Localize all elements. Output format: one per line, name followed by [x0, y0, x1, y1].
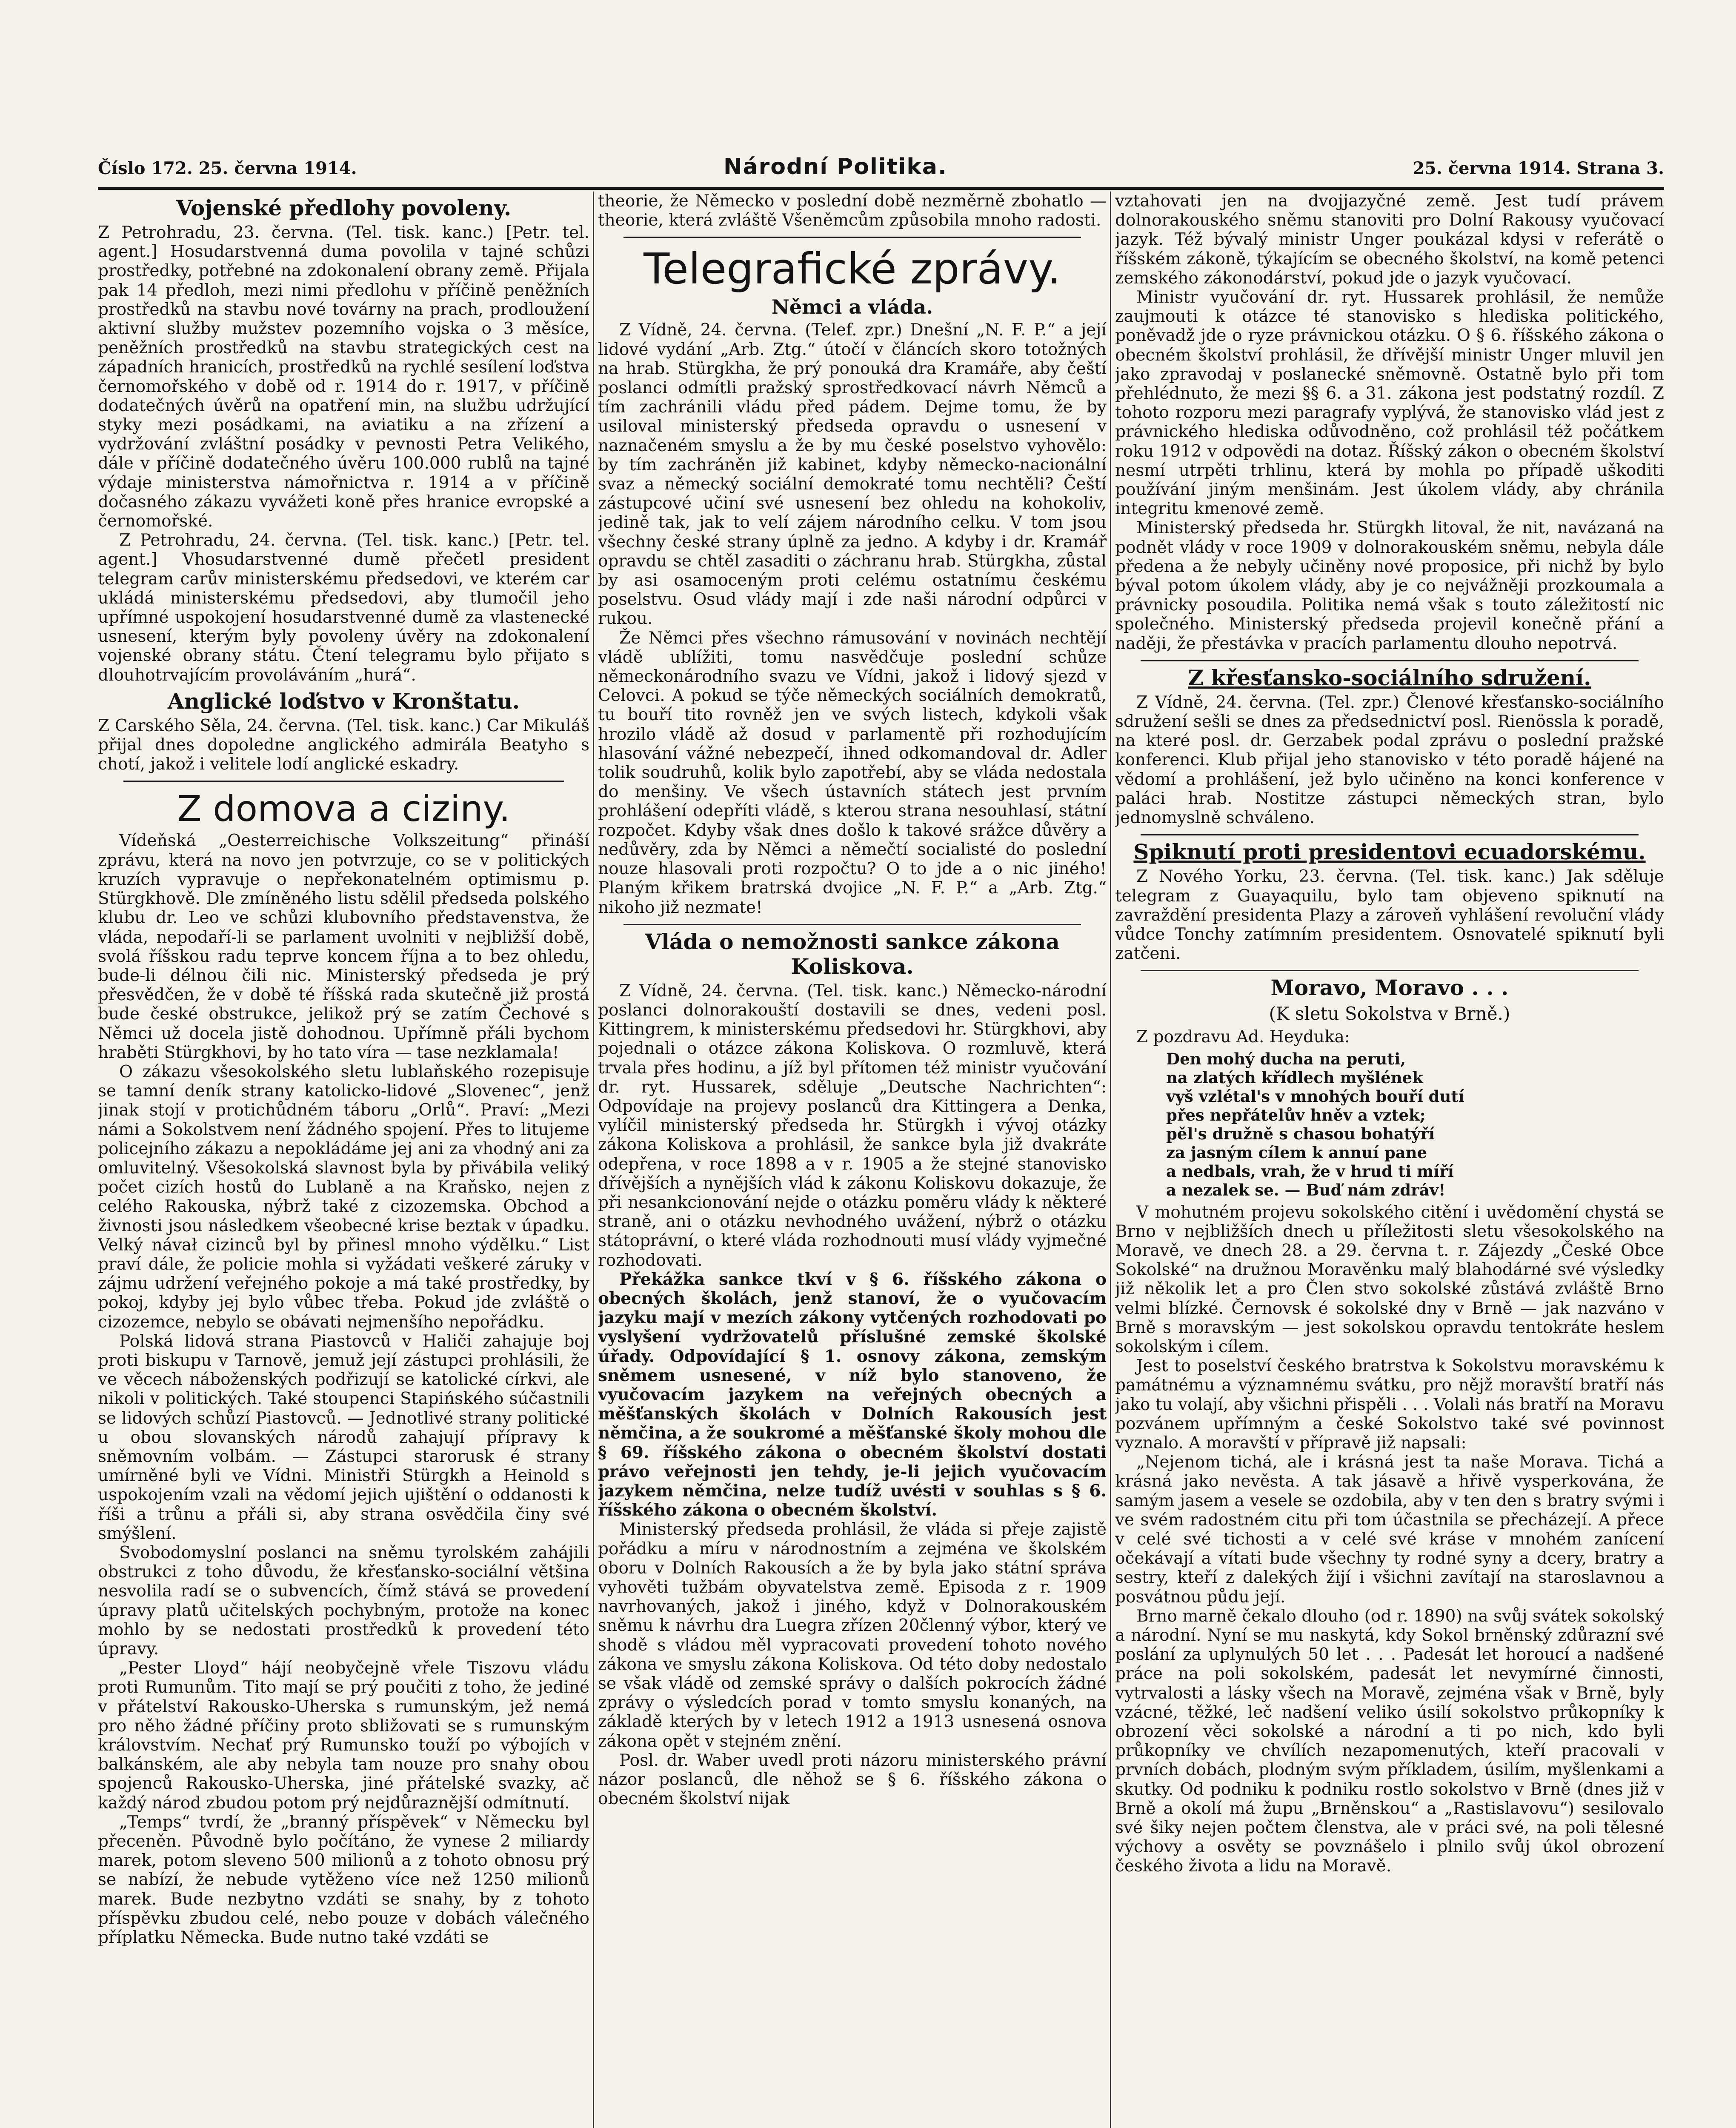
section-divider	[1141, 660, 1639, 661]
newspaper-title: Národní Politika.	[724, 154, 947, 180]
page-date: 25. června 1914. Strana 3.	[1413, 158, 1664, 178]
article-paragraph: Z Petrohradu, 23. června. (Tel. tisk. kanc.) [Petr. tel. agent.] Hosudarstvenná duma povolila v tajné schůzi prostředky, potřebné na zdokonalení obrany země. Přijala pak 14 předloh, mezi nimi předlohu v příčině peněžních prostředků na stavbu nové továrny na prach, prodloužení aktivní služby mužstev pozemního vojska o 3 měsíce, peněžních prostředků na stavbu strategických cest na západních hranicích, prostředků na rychlé sesílení loďstva černomořského v době od r. 1914 do r. 1917, v příčině dodatečných úvěrů na opatření min, na službu udržující styky mezi posádkami, na aviatiku a na zřízení a vydržování zvláštní posádky v pevnosti Petra Velikého, dále v příčině dodatečného úvěru 100.000 rublů na tajné výdaje ministerstva námořnictva r. 1914 a v příčině dočasného zákazu vyvážeti koně přes hranice evropské a černomořské.	[98, 223, 589, 531]
article-paragraph: Ministerský předseda prohlásil, že vláda si přeje zajistě pořádku a míru v národnostním a zejména ve školském oboru v Dolních Rakousích a že by byla jako státní správa vyhověti tužbám obyvatelstva země. Episoda z r. 1909 navrhovaných, jakož i jiného, když v Dolnorakouském sněmu k návrhu dra Luegra zřízen 20členný výbor, který ve shodě s vládou měl vypracovati provedení tohoto nového zákona ve smyslu zákona Koliskova. Od této doby nedostalo se však vládě od zemské správy o dalších pokrocích žádné zprávy o výsledcích porad v tomto smyslu konaných, na základě kterých by v letech 1912 a 1913 usnesená osnova zákona opět v stejném znění.	[598, 1520, 1107, 1751]
article-paragraph: „Pester Lloyd“ hájí neobyčejně vřele Tiszovu vládu proti Rumunům. Tito mají se prý poučiti z toho, že jediné v přátelství Rakousko-Uherska s rumunským, jež nemá pro něho žádné příčiny proto sbližovati se s rumunským královstvím. Nechať prý Rumunsko touží po výbojích v balkánském, ale aby nebyla tam nouze pro snahy obou spojenců Rakousko-Uherska, jiné přátelské svazky, ač každý národ zbudou potom prý nejdůraznější odmítnutí.	[98, 1659, 589, 1813]
masthead	[98, 153, 1664, 183]
article-paragraph: Posl. dr. Waber uvedl proti názoru ministerského právní názor poslanců, dle něhož se § 6. říšského zákona o obecném školství nijak	[598, 1750, 1107, 1809]
headline-kolisko-law: Vláda o nemožnosti sankce zákona Koliskova.	[645, 929, 1060, 979]
column-1	[98, 192, 589, 2128]
article-paragraph: Vídeňská „Oesterreichische Volkszeitung“ přináší zprávu, která na novo jen potvrzuje, co se v politických kruzích vypravuje o nepřekonatelném optimismu p. Stürgkhově. Dle zmíněného listu sdělil předseda polského klubu dr. Leo ve schůzi klubovního představenstva, že vláda, nepodaří-li se parlament uvolniti v nejbližší době, svolá říšskou radu teprve koncem října a to bez ohledu, bude-li délnou čili nic. Ministerský předseda je prý přesvědčen, že v době té říšská rada skutečně již prostá bude české obstrukce, jelikož prý se zatím Čechové s Němci už docela jistě dohodnou. Upřímně přáli bychom hraběti Stürgkhovi, by ho tato víra — tase nezklamala!	[98, 831, 589, 1062]
article-paragraph: „Temps“ tvrdí, že „branný příspěvek“ v Německu byl přeceněn. Původně bylo počítáno, že vynese 2 miliardy marek, potom sleveno 500 milionů a z tohoto obnosu prý se nabízí, že nebude vytěženo více než 1250 milionů marek. Bude nezbytno vzdáti se snahy, by z tohoto příspěvku zbudou celé, nebo pouze v dobách válečného příplatku Německa. Bude nutno také vzdáti se	[98, 1812, 589, 1948]
poem-line: a nedbals, vrah, že v hrud ti míří	[1166, 1161, 1454, 1181]
article-paragraph: theorie, že Německo v poslední době nezměrně zbohatlo — theorie, která zvláště Všeněmcům způsobila mnoho radosti.	[598, 192, 1107, 230]
article-paragraph: Ministr vyučování dr. ryt. Hussarek prohlásil, že nemůže zaujmouti k otázce té stanovisko s hlediska politického, poněvadž jde o ryze právnickou otázku. O § 6. říšského zákona o obecném školství prohlásil, že dřívější ministr Unger mluvil jen jako zpravodaj v poslanecké sněmovně. Ostatně bylo při tom přehlédnuto, že mezi §§ 6. a 31. zákona jest podstatný rozdíl. Z tohoto rozporu mezi paragrafy vyplývá, že stanovisko vlád jest z právnického hlediska odůvodněno, což prohlásil též počátkem roku 1912 v odpovědi na dotaz. Říšský zákon o obecném školství nesmí utrpěti trhlinu, která by mohla po případě uškoditi používání jiným menšinám. Jest úkolem vlády, aby chránila integritu kmenové země.	[1115, 288, 1664, 519]
article-paragraph: vztahovati jen na dvojjazyčné země. Jest tudí právem dolnorakouského sněmu stanoviti pro Dolní Rakousy vyučovací jazyk. Též bývalý ministr Unger poukázal kdysi v referátě o říšském zákoně, týkajícím se obecného školství, na komě petenci zemského zákonodárství, pokud jde o jazyk vyučovací.	[1115, 192, 1664, 288]
section-divider	[1141, 970, 1639, 971]
article-paragraph: O zákazu všesokolského sletu lublaňského rozepisuje se tamní deník strany katolicko-lidové „Slovenec“, jenž jinak stojí v protichůdném táboru „Orlů“. Praví: „Mezi námi a Sokolstvem není žádného spojení. Přes to litujeme policejního zákazu a nepokládáme jej ani za vhodný ani za omluvitelný. Všesokolská slavnost byla by přivábila veliký počet cizích hostů do Lublaně a na Kraňsko, nejen z celého Rakouska, nýbrž také z cizozemska. Obchod a živnosti jsou následkem všeobecné krise beztak v úpadku. Velký návał cizinců byl by přinesl mnoho výdělku.“ List praví dále, že policie mohla si vyžádati veškeré záruky v zájmu udržení veřejného pokoje a má také prostředky, by pokoj, kdyby jej bylo vůbec třeba. Pokud jde zvláště o cizozemce, nebylo se obávati nejmenšího nepořádku.	[98, 1062, 589, 1332]
article-paragraph: Jest to poselství českého bratrstva k Sokolstvu moravskému k památnému a významnému svátku, pro nějž moravští bratří nás jako tu volají, aby všichni přispěli . . . Volali nás bratří na Moravu pozvánem upřímným a české Sokolstvo také své povinnost vyznalo. A moravští v přípravě již napsali:	[1115, 1356, 1664, 1453]
headline-moravia: Moravo, Moravo . . .	[1270, 975, 1509, 1001]
column-divider	[1110, 192, 1111, 2128]
masthead-rule	[98, 187, 1664, 190]
poem-intro: Z pozdravu Ad. Heyduka:	[1136, 1027, 1350, 1047]
article-paragraph: Brno marně čekalo dlouho (od r. 1890) na svůj svátek sokolský a národní. Nyní se mu naskytá, kdy Sokol brněnský zdůrazní své poslání za uplynulých 50 let . . . Padesát let horoucí a nadšené práce na poli sokolském, padesát let nevymírné činnosti, vytrvalosti a lásky všech na Moravě, zejména však v Brně, byly vzácné, těžké, leč nadšení veliko úsilí sokolstvo průkopníky k obrození věci sokolské a národní a ti po nich, kdo byli průkopníky ve chvílích nezapomenutých, kteří pracovali v prvních dobách, plodným svým příkladem, úsilím, myšlenkami a skutky. Od podniku k podniku rostlo sokolstvo v Brně (dnes již v Brně a okolí má župu „Brněnskou“ a „Rastislavovu“) sesilovalo své šiky nejen počtem členstva, ale v práci své, na poli tělesné výchovy a osvěty se povznášelo i plnilo svůj úkol obrození českého života a lidu na Moravě.	[1115, 1606, 1664, 1876]
section-divider	[1141, 834, 1639, 835]
headline-fleet: Anglické loďstvo v Kronštatu.	[167, 688, 520, 714]
article-paragraph: Svobodomyslní poslanci na sněmu tyrolském zahájili obstrukci z toho důvodu, že křesťansko-sociální většina nesvolila radí se o subvencích, čímž stává se provedení úpravy platů učitelských pochybným, protože na konec mohlo by se nedostati prostředků k provedení této úpravy.	[98, 1543, 589, 1659]
article-paragraph: V mohutném projevu sokolského citění i uvědomění chystá se Brno v nejbližších dnech u příležitosti sletu všesokolského na Moravě, ve dnech 28. a 29. června t. r. Zájezdy „České Obce Sokolské“ na družnou Moravěnku malý blahodárné své výsledky již několik let a pro Člen stvo sokolské zůstává zvláště Brno velmi blízké. Černovsk é sokolské dny v Brně — jak nazváno v Brně s moravským — jest sokolskou opravdu tentokráte heslem sokolským i cílem.	[1115, 1202, 1664, 1356]
article-paragraph: Z Vídně, 24. června. (Tel. tisk. kanc.) Německo-národní poslanci dolnorakouští dostavili se dnes, vedeni posl. Kittingrem, k ministerskému předsedovi hr. Stürgkhovi, aby pojednali o otázce zákona Koliskova. O rozmluvě, která trvala přes hodinu, a jíž byl přítomen též ministr vyučování dr. ryt. Hussarek, sděluje „Deutsche Nachrichten“: Odpovídaje na projevy poslanců dra Kittingera a Denka, vylíčil ministerský předseda hr. Stürgkh i vývoj otázky zákona Koliskova a prohlásil, že sankce byla již dvakráte odepřena, v roce 1898 a v r. 1905 a že stejné stanovisko dřívějších a nynějších vlád k zákonu Koliskovu dokazuje, že při nesankcionování nejde o otázku poměru vlády k některé straně, ani o otázku nevhodného uvážení, nýbrž o otázku státoprávní, o které vláda rozhodnouti musí vlády vyjmečné rozhodovati.	[598, 981, 1107, 1270]
poem-line: přes nepřátelův hněv a vztek;	[1166, 1105, 1426, 1124]
issue-number: Číslo 172. 25. června 1914.	[98, 158, 357, 178]
article-paragraph: Z Carského Sěla, 24. června. (Tel. tisk. kanc.) Car Mikuláš přijal dnes dopoledne anglického admirála Beatyho s chotí, jakož i velitele lodí anglické eskadry.	[98, 716, 589, 774]
poem-line: za jasným cílem k annuí pane	[1166, 1143, 1427, 1162]
headline-ecuador-plot: Spiknutí proti presidentovi ecuadorskému.	[1133, 839, 1646, 865]
article-paragraph: Že Němci přes všechno rámusování v novinách nechtějí vládě ublížiti, tomu nasvědčuje poslední schůze německonárodního svazu ve Vídni, jakož i lidový sjezd v Celovci. A pokud se týče německých sociálních demokratů, tu bouří tito rovněž jen ve svých listech, kdykoli však hrozilo vládě až dosud v parlamentě při rozhodujícím hlasování vážné nebezpečí, ihned odkomandoval dr. Adler tolik soudruhů, kolik bylo zapotřebí, aby se vláda nedostala do menšiny. Ve všech ústavních státech jest prvním prohlášení odepříti vládě, s kterou strana nesouhlasí, státní rozpočet. Kdyby však dnes došlo k takové srážce důvěry a nedůvěry, zda by Němci a němečtí socialisté do poslední nouze hlasovali proti rozpočtu? O to jde a o nic jiného! Planým křikem bratrská dvojice „N. F. P.“ a „Arb. Ztg.“ nikoho již nezmate!	[598, 628, 1107, 917]
column-divider	[593, 192, 594, 2128]
headline-military: Vojenské předlohy povoleny.	[176, 195, 512, 220]
article-paragraph: Z Vídně, 24. června. (Tel. zpr.) Členové křesťansko-sociálního sdružení sešli se dnes za předsednictví posl. Rienössla k poradě, na které posl. dr. Gerzabek podal zprávu o poslední pražské konferenci. Klub přijal jeho stanovisko v této poradě hájené na vědomí a prohlášení, jež bylo učiněno na konci konference v paláci hrab. Nostitze zástupci německých stran, bylo jednomyslně schváleno.	[1115, 692, 1664, 828]
section-divider	[623, 924, 1081, 925]
poem-line: Den mohý ducha na peruti,	[1166, 1049, 1406, 1068]
headline-christian-social: Z křesťansko-sociálního sdružení.	[1188, 665, 1591, 690]
article-paragraph: Z Petrohradu, 24. června. (Tel. tisk. kanc.) [Petr. tel. agent.] Vhosudarstvenné dumě přečetl president telegram carův ministerskému předsedovi, ve kterém car ukládá ministerskému předsedovi, aby tlumočil jeho upřímné uspokojení hosudarstvenné dumě za vlastenecké usnesení, kterým byly povoleny úvěry na zdokonalení vojenské obrany státu. Čtení telegramu bylo přijato s dlouhotrvajícím provoláváním „hurá“.	[98, 531, 589, 685]
poem-line: vyš vzlétal's v mnohých bouří dutí	[1166, 1087, 1464, 1106]
section-divider	[623, 237, 1081, 238]
section-heading-domestic-foreign: Z domova a ciziny.	[177, 788, 510, 830]
column-2	[598, 192, 1107, 2128]
section-heading-telegraph: Telegrafické zprávy.	[643, 244, 1061, 294]
headline-germans-government: Němci a vláda.	[771, 295, 933, 319]
section-divider	[123, 781, 564, 782]
poem-line: a nezalek se. — Buď nám zdráv!	[1166, 1180, 1446, 1199]
article-paragraph: Z Nového Yorku, 23. června. (Tel. tisk. kanc.) Jak sděluje telegram z Guayaquilu, bylo tam objeveno spiknutí na zavraždění presidenta Plazy a zároveň vyhlášení revoluční vlády vůdce Tonchy zatímním presidentem. Osnovatelé spiknutí byli zatčeni.	[1115, 867, 1664, 964]
article-paragraph: Z Vídně, 24. června. (Telef. zpr.) Dnešní „N. F. P.“ a její lidové vydání „Arb. Ztg.“ útočí v článcích skoro totožných na hrab. Stürgkha, že prý ponouká dra Kramáře, aby čeští poslanci odmítli pražský sprostředkovací návrh Němců a tím zachránili vládu před pádem. Dejme tomu, že by usiloval ministerský předseda opravdu o usnesení v naznačeném smyslu a že by mu české poselstvo vyhovělo: by tím zachráněn již kabinet, kdyby německo-nacionální svaz a německý sociální demokraté tomu nechtěli? Čeští zástupcové učiní své usnesení bez ohledu na kohokoliv, jedině tak, jak to velí zájem národního celku. V tom jsou všechny české strany úplně za jedno. A kdyby i dr. Kramář opravdu se chtěl zasaditi o záchranu hrab. Stürgkha, zůstal by asi osamoceným proti celému ostatnímu českému poselstvu. Osud vlády mají i zde naši národní odpůrci v rukou.	[598, 320, 1107, 629]
poem-line: pěl's družně s chasou bohatýří	[1166, 1124, 1435, 1143]
article-paragraph: Ministerský předseda hr. Stürgkh litoval, že nit, navázaná na podnět vlády v roce 1909 v dolnorakouském sněmu, nebyla dále předena a že nebyly učiněny nové proposice, při nichž by bylo býval potom úkolem vlády, aby je co nejvážněji prozkoumala a právnicky posoudila. Politika nemá však s touto záležitostí nic společného. Ministerský předseda projevil konečně přání a naději, že přestávka v pracích parlamentu dlouho nepotrvá.	[1115, 518, 1664, 653]
subheadline-sokol: (K sletu Sokolstva v Brně.)	[1269, 1003, 1510, 1024]
article-paragraph: Polská lidová strana Piastovců v Haliči zahajuje boj proti biskupu v Tarnově, jemuž její zástupci prohlásili, že ve věcech náboženských podřizují se katolické církvi, ale nikoli v politických. Také stoupenci Stapińského súčastnili se lidových schůzí Piastovců. — Jednotlivé strany politické u obou slovanských národů zahajují přípravy k sněmovním volbám. — Zástupci starorusk é strany umírněné byli ve Vídni. Ministři Stürgkh a Heinold s uspokojením vzali na vědomí jejich ujištění o oddanosti k říši a trůnu a přáli si, aby strana osvědčila činy své smýšlení.	[98, 1331, 589, 1543]
poem-line: na zlatých křídlech myšlének	[1166, 1068, 1423, 1087]
column-3	[1115, 192, 1664, 2128]
poem	[1166, 1050, 1664, 1199]
article-paragraph: Překážka sankce tkví v § 6. říšského zákona o obecných školách, jenž stanoví, že o vyučovacím jazyku mají v mezích zákony vytčených rozhodovati po vyslyšení vydržovatelů příslušné zemské školské úřady. Odpovídající § 1. osnovy zákona, zemským sněmem usnesené, v níž bylo stanoveno, že vyučovacím jazykem na veřejných obecných a měšťanských školách v Dolních Rakousích jest němčina, a že soukromé a měšťanské školy mohou dle § 69. říšského zákona o obecném školství dostati právo veřejnosti jen tehdy, je-li jejich vyučovacím jazykem němčina, nelze tudíž uvésti v souhlas s § 6. říšského zákona o obecném školství.	[598, 1269, 1107, 1520]
article-paragraph: „Nejenom tichá, ale i krásná jest ta naše Morava. Tichá a krásná jako nevěsta. A tak jásavě a hřivě vysperkována, že samým jasem a vesele se ozdobila, aby v ten den s bratry svými i ve svém radostném citu při tom účastnila se přecházejí. A přece v celé své tichosti a v celé své kráse v mnohém zanícení očekávají a vítati bude všechny ty rodné syny a dcery, bratry a sestry, kteří z dalekých žijí i všichni zavítají na staroslavnou a posvátnou půdu její.	[1115, 1453, 1664, 1607]
